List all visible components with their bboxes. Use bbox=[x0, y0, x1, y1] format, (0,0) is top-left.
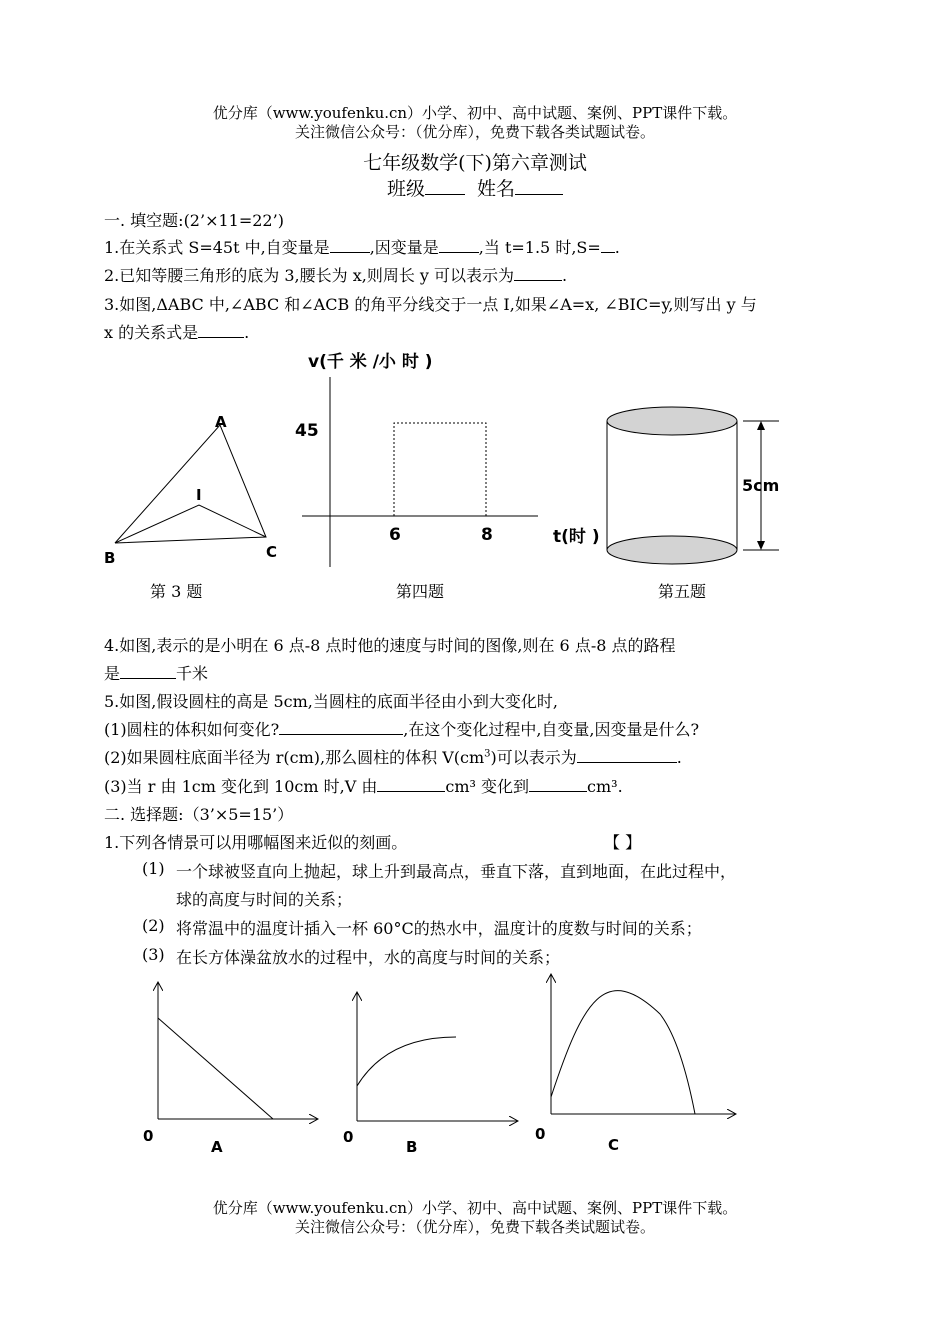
figure-5-caption: 第五题 bbox=[658, 582, 707, 601]
question-1-5-part2: (2)如果圆柱底面半径为 r(cm),那么圆柱的体积 $V(cm^3)$可以表示为 . bbox=[104, 748, 682, 767]
footer-line-2: 关注微信公众号：（优分库），免费下载各类试题试卷。 bbox=[294, 1218, 655, 1236]
student-info bbox=[0, 174, 950, 201]
item-3-number: (3) bbox=[142, 945, 165, 964]
x-axis-label: t(时 ) bbox=[553, 527, 600, 547]
question-1-5-part3: (3)当 r 由 1cm 变化到 10cm 时,V 由 cm³ 变化到 cm³. bbox=[104, 777, 623, 796]
incenter-i-label: I bbox=[196, 486, 202, 504]
figure-3-caption: 第 3 题 bbox=[150, 582, 203, 601]
vertex-b-label: B bbox=[104, 549, 116, 567]
height-arrow-down bbox=[757, 541, 765, 550]
question-1-4-line1: 4.如图,表示的是小明在 6 点-8 点时他的速度与时间的图像,则在 6 点-8 点的路程 bbox=[104, 636, 676, 655]
velocity-time-graph bbox=[290, 345, 600, 575]
question-1-5-part1: (1)圆柱的体积如何变化? ,在这个变化过程中,自变量,因变量是什么? bbox=[104, 720, 700, 739]
graph-a-label: A bbox=[211, 1138, 223, 1156]
item-2-line1: 将常温中的温度计插入一杯 60°C的热水中，温度计的度数与时间的关系； bbox=[176, 919, 702, 938]
item-1-number: (1) bbox=[142, 859, 165, 878]
vertex-a-label: A bbox=[215, 413, 227, 431]
figure-4-caption: 第四题 bbox=[396, 582, 445, 601]
graph-c-curve bbox=[551, 991, 695, 1114]
question-1-3-line2: x 的关系式是 . bbox=[104, 323, 250, 342]
answer-bracket: 【 】 bbox=[604, 833, 642, 852]
angle-bisectors bbox=[115, 505, 266, 543]
speed-segment bbox=[394, 423, 486, 516]
graph-c-label: C bbox=[608, 1136, 620, 1154]
footer-line-1: 优分库（www.youfenku.cn）小学、初中、高中试题、案例、PPT课件下载。 bbox=[212, 1199, 738, 1217]
graph-b-origin: 0 bbox=[343, 1128, 354, 1146]
section1-heading: 一. 填空题:(2’×11=22’) bbox=[104, 211, 284, 230]
graph-a-origin: 0 bbox=[143, 1127, 154, 1145]
x-tick-8: 8 bbox=[481, 525, 493, 545]
question-1-3-line1: 3.如图,ΔABC 中,∠ABC 和∠ACB 的角平分线交于一点 I,如果∠A=x, ∠BIC=y,则写出 y 与 bbox=[104, 295, 757, 314]
question-2-1: 1.下列各情景可以用哪幅图来近似的刻画。 bbox=[104, 833, 408, 852]
section2-heading: 二. 选择题:（3’×5=15’） bbox=[104, 805, 294, 824]
question-1-1: 1.在关系式 S=45t 中,自变量是 ,因变量是 ,当 t=1.5 时,S= . bbox=[104, 238, 620, 257]
x-tick-6: 6 bbox=[389, 525, 401, 545]
height-label: 5cm bbox=[742, 476, 780, 495]
header-line-2: 关注微信公众号：（优分库），免费下载各类试题试卷。 bbox=[294, 123, 655, 141]
graph-b-curve bbox=[357, 1037, 456, 1086]
graph-a-line bbox=[158, 1018, 273, 1119]
graph-b bbox=[343, 992, 518, 1156]
header-line-1: 优分库（www.youfenku.cn）小学、初中、高中试题、案例、PPT课件下载。 bbox=[212, 104, 738, 122]
choice-graphs bbox=[135, 970, 785, 1160]
class-blank bbox=[425, 180, 465, 195]
cylinder-bottom bbox=[607, 536, 737, 564]
y-tick-45: 45 bbox=[295, 421, 319, 441]
item-3-line1: 在长方体澡盆放水的过程中，水的高度与时间的关系； bbox=[176, 948, 561, 967]
question-1-2: 2.已知等腰三角形的底为 3,腰长为 x,则周长 y 可以表示为 . bbox=[104, 266, 568, 285]
name-label: 姓名 bbox=[477, 178, 516, 200]
cylinder-top bbox=[607, 407, 737, 435]
graph-b-label: B bbox=[406, 1138, 418, 1156]
question-1-5-line1: 5.如图,假设圆柱的高是 5cm,当圆柱的底面半径由小到大变化时, bbox=[104, 692, 558, 711]
cylinder-figure bbox=[595, 395, 795, 580]
name-blank bbox=[515, 180, 563, 195]
page-title: 七年级数学(下)第六章测试 bbox=[363, 152, 587, 174]
class-label: 班级 bbox=[386, 178, 425, 200]
height-arrow-up bbox=[757, 421, 765, 430]
graph-c bbox=[535, 974, 736, 1154]
item-1-line2: 球的高度与时间的关系； bbox=[176, 890, 353, 909]
item-1-line1: 一个球被竖直向上抛起，球上升到最高点，垂直下落，直到地面，在此过程中， bbox=[176, 862, 737, 881]
y-axis-label: v(千 米 /小 时 ) bbox=[308, 352, 433, 372]
item-2-number: (2) bbox=[142, 916, 165, 935]
triangle-figure bbox=[100, 405, 290, 575]
vertex-c-label: C bbox=[266, 543, 278, 561]
triangle-outline bbox=[115, 425, 266, 543]
graph-a bbox=[143, 982, 318, 1156]
graph-c-origin: 0 bbox=[535, 1125, 546, 1143]
question-1-4-line2: 是 千米 bbox=[104, 664, 209, 683]
